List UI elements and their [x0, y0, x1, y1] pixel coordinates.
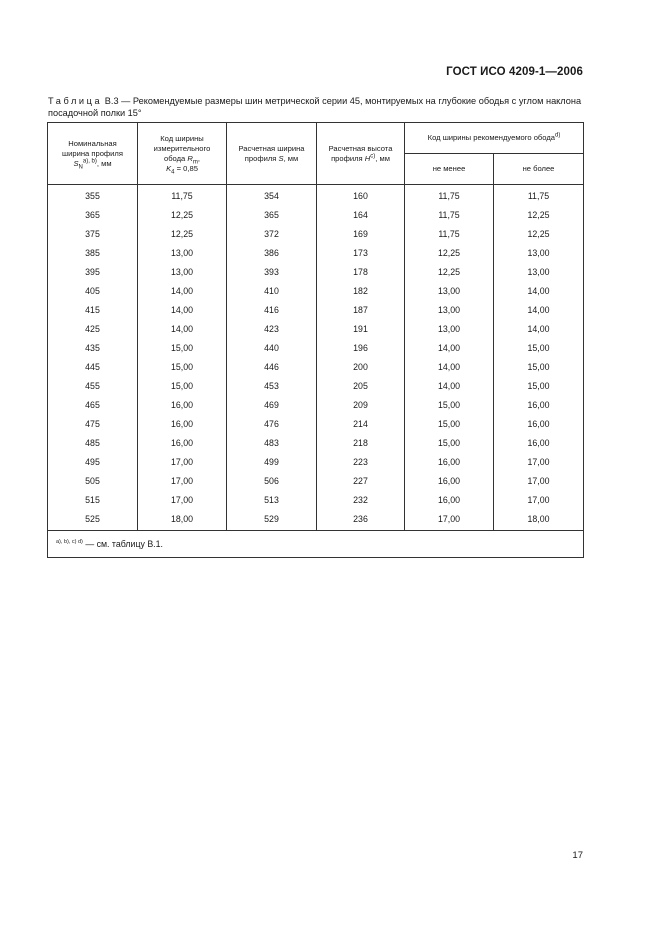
table-cell: 525 — [48, 509, 138, 531]
caption-label: Таблица — [48, 96, 103, 106]
table-cell: 476 — [227, 414, 317, 433]
table-cell: 395 — [48, 262, 138, 281]
table-cell: 16,00 — [405, 471, 494, 490]
table-cell: 14,00 — [138, 319, 227, 338]
table-cell: 355 — [48, 185, 138, 206]
table-cell: 410 — [227, 281, 317, 300]
table-cell: 354 — [227, 185, 317, 206]
table-cell: 11,75 — [405, 224, 494, 243]
document-code: ГОСТ ИСО 4209-1—2006 — [446, 66, 583, 78]
table-cell: 14,00 — [405, 357, 494, 376]
table-cell: 18,00 — [138, 509, 227, 531]
table-cell: 196 — [317, 338, 405, 357]
table-cell: 495 — [48, 452, 138, 471]
table-cell: 475 — [48, 414, 138, 433]
table-cell: 17,00 — [138, 490, 227, 509]
table-cell: 14,00 — [405, 338, 494, 357]
table-cell: 16,00 — [494, 433, 584, 452]
table-cell: 365 — [227, 205, 317, 224]
table-cell: 445 — [48, 357, 138, 376]
tire-dimensions-table — [47, 122, 584, 558]
table-cell: 16,00 — [138, 414, 227, 433]
table-cell: 17,00 — [494, 490, 584, 509]
table-cell: 365 — [48, 205, 138, 224]
header-recommended-rim-code: Код ширины рекомендуемого обода$^{d)}$ — [405, 123, 584, 154]
table-cell: 13,00 — [138, 262, 227, 281]
table-cell: 455 — [48, 376, 138, 395]
table-cell: 16,00 — [405, 452, 494, 471]
table-cell: 12,25 — [405, 243, 494, 262]
caption-number: В.3 — [104, 96, 119, 106]
table-cell: 15,00 — [138, 338, 227, 357]
table-cell: 223 — [317, 452, 405, 471]
table-cell: 17,00 — [494, 471, 584, 490]
table-cell: 12,25 — [138, 224, 227, 243]
table-row — [48, 319, 584, 338]
table-row — [48, 376, 584, 395]
header-max: не более — [494, 154, 584, 185]
table-cell: 15,00 — [405, 414, 494, 433]
table-cell: 200 — [317, 357, 405, 376]
page-number: 17 — [572, 850, 583, 861]
table-cell: 505 — [48, 471, 138, 490]
table-row — [48, 357, 584, 376]
table-cell: 178 — [317, 262, 405, 281]
table-cell: 16,00 — [494, 395, 584, 414]
table-row — [48, 205, 584, 224]
table-row — [48, 433, 584, 452]
table-row — [48, 509, 584, 531]
table-cell: 187 — [317, 300, 405, 319]
table-cell: 17,00 — [494, 452, 584, 471]
table-cell: 236 — [317, 509, 405, 531]
table-cell: 15,00 — [138, 357, 227, 376]
table-cell: 12,25 — [138, 205, 227, 224]
table-cell: 385 — [48, 243, 138, 262]
table-cell: 513 — [227, 490, 317, 509]
table-row — [48, 471, 584, 490]
table-cell: 483 — [227, 433, 317, 452]
footnote-marks: a), b), c) d) — [56, 539, 83, 546]
table-cell: 11,75 — [494, 185, 584, 206]
table-cell: 16,00 — [138, 433, 227, 452]
table-cell: 14,00 — [494, 281, 584, 300]
table-cell: 15,00 — [494, 376, 584, 395]
table-footnote — [48, 531, 584, 558]
table-cell: 453 — [227, 376, 317, 395]
table-cell: 423 — [227, 319, 317, 338]
table-cell: 18,00 — [494, 509, 584, 531]
table-cell: 15,00 — [405, 395, 494, 414]
table-cell: 11,75 — [405, 205, 494, 224]
table-cell: 435 — [48, 338, 138, 357]
table-cell: 15,00 — [494, 338, 584, 357]
table-cell: 182 — [317, 281, 405, 300]
table-cell: 415 — [48, 300, 138, 319]
table-cell: 227 — [317, 471, 405, 490]
table-cell: 169 — [317, 224, 405, 243]
header-design-width: Расчетная ширина профиля S, мм — [227, 123, 317, 185]
table-row — [48, 281, 584, 300]
table-row — [48, 243, 584, 262]
table-cell: 485 — [48, 433, 138, 452]
header-min: не менее — [405, 154, 494, 185]
table-cell: 214 — [317, 414, 405, 433]
table-cell: 218 — [317, 433, 405, 452]
table-cell: 205 — [317, 376, 405, 395]
footnote-text: — см. таблицу В.1. — [82, 539, 163, 549]
table-cell: 13,00 — [494, 243, 584, 262]
table-cell: 173 — [317, 243, 405, 262]
table-cell: 14,00 — [494, 300, 584, 319]
table-cell: 499 — [227, 452, 317, 471]
table-caption — [48, 96, 586, 119]
table-cell: 416 — [227, 300, 317, 319]
table-cell: 15,00 — [405, 433, 494, 452]
table-cell: 13,00 — [405, 319, 494, 338]
table-row — [48, 224, 584, 243]
table-cell: 16,00 — [494, 414, 584, 433]
table-cell: 232 — [317, 490, 405, 509]
table-cell: 13,00 — [405, 281, 494, 300]
table-cell: 11,75 — [405, 185, 494, 206]
table-row — [48, 452, 584, 471]
table-cell: 12,25 — [494, 205, 584, 224]
table-row — [48, 338, 584, 357]
table-cell: 15,00 — [494, 357, 584, 376]
table-cell: 375 — [48, 224, 138, 243]
table-cell: 11,75 — [138, 185, 227, 206]
table-cell: 164 — [317, 205, 405, 224]
table-cell: 515 — [48, 490, 138, 509]
table-cell: 440 — [227, 338, 317, 357]
table-cell: 13,00 — [405, 300, 494, 319]
table-cell: 15,00 — [138, 376, 227, 395]
table-cell: 12,25 — [405, 262, 494, 281]
table-cell: 13,00 — [138, 243, 227, 262]
table-row — [48, 300, 584, 319]
table-cell: 17,00 — [138, 452, 227, 471]
table-cell: 17,00 — [405, 509, 494, 531]
table-row — [48, 490, 584, 509]
table-cell: 14,00 — [405, 376, 494, 395]
table-cell: 405 — [48, 281, 138, 300]
table-cell: 14,00 — [138, 300, 227, 319]
table-cell: 160 — [317, 185, 405, 206]
table-cell: 13,00 — [494, 262, 584, 281]
table-cell: 386 — [227, 243, 317, 262]
table-cell: 209 — [317, 395, 405, 414]
table-cell: 17,00 — [138, 471, 227, 490]
table-cell: 14,00 — [494, 319, 584, 338]
table-row — [48, 414, 584, 433]
table-row — [48, 262, 584, 281]
table-cell: 191 — [317, 319, 405, 338]
table-body — [48, 185, 584, 531]
table-cell: 529 — [227, 509, 317, 531]
table-cell: 506 — [227, 471, 317, 490]
table-cell: 465 — [48, 395, 138, 414]
table-cell: 12,25 — [494, 224, 584, 243]
table-cell: 446 — [227, 357, 317, 376]
table-cell: 425 — [48, 319, 138, 338]
header-measuring-rim-code: Код ширины измерительного обода $R_m$, $K_4 = 0,85$ — [138, 123, 227, 185]
table-cell: 16,00 — [405, 490, 494, 509]
table-cell: 393 — [227, 262, 317, 281]
caption-text: — Рекомендуемые размеры шин метрической серии 45, монтируемых на глубокие ободья с углом наклона посадочной полки 15° — [48, 96, 582, 118]
table-cell: 16,00 — [138, 395, 227, 414]
table-row — [48, 185, 584, 206]
header-design-height: Расчетная высота профиля $H^{c)}$, мм — [317, 123, 405, 185]
table-cell: 14,00 — [138, 281, 227, 300]
header-nominal-width: Номинальная ширина профиля $S_N^{a), b)}$, мм — [48, 123, 138, 185]
table-cell: 372 — [227, 224, 317, 243]
table-cell: 469 — [227, 395, 317, 414]
table-row — [48, 395, 584, 414]
